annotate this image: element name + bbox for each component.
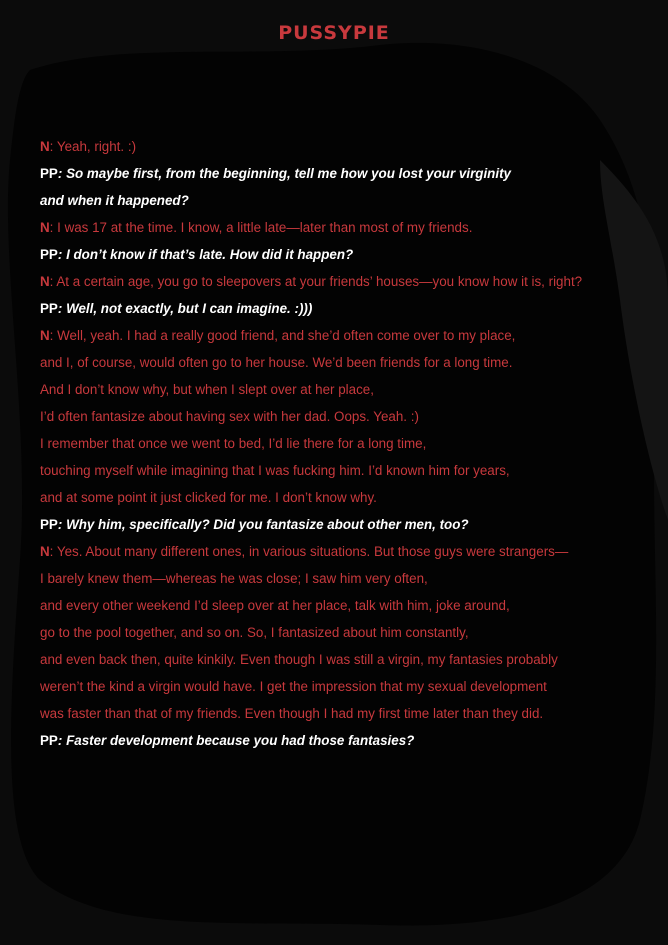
line-text: Well, not exactly, but I can imagine. :))) <box>66 301 313 316</box>
transcript-line: PP: Well, not exactly, but I can imagine. :))) <box>40 301 313 316</box>
transcript-line <box>40 430 650 457</box>
transcript-line: N: At a certain age, you go to sleepovers at your friends’ houses—you know how it is, right? <box>40 274 583 289</box>
line-text: was faster than that of my friends. Even though I had my first time later than they did. <box>40 706 544 721</box>
transcript-line: N: I was 17 at the time. I know, a little late—later than most of my friends. <box>40 220 473 235</box>
transcript-line <box>40 700 650 727</box>
transcript-line <box>40 457 650 484</box>
transcript-line: N: Yes. About many different ones, in various situations. But those guys were strangers— <box>40 544 569 559</box>
line-text: Faster development because you had those fantasies? <box>66 733 415 748</box>
line-text: and every other weekend I’d sleep over at her place, talk with him, joke around, <box>40 598 510 613</box>
line-text: and even back then, quite kinkily. Even though I was still a virgin, my fantasies probably <box>40 652 558 667</box>
speaker-label: N <box>40 139 50 154</box>
transcript-line <box>40 349 650 376</box>
transcript-line: N: Yeah, right. :) <box>40 139 137 154</box>
line-text: I’d often fantasize about having sex with her dad. Oops. Yeah. :) <box>40 409 419 424</box>
line-text: I don’t know if that’s late. How did it happen? <box>66 247 354 262</box>
brand-logo: PUSSYPIE <box>278 22 390 44</box>
line-text: At a certain age, you go to sleepovers at your friends’ houses—you know how it is, right? <box>56 274 583 289</box>
line-text: go to the pool together, and so on. So, I fantasized about him constantly, <box>40 625 469 640</box>
line-text: I remember that once we went to bed, I’d lie there for a long time, <box>40 436 427 451</box>
transcript-line: PP: I don’t know if that’s late. How did it happen? <box>40 247 354 262</box>
line-text: I barely knew them—whereas he was close; I saw him very often, <box>40 571 428 586</box>
transcript-line <box>40 565 650 592</box>
line-text: Well, yeah. I had a really good friend, and she’d often come over to my place, <box>57 328 516 343</box>
transcript-line <box>40 673 650 700</box>
transcript-line: N: Well, yeah. I had a really good friend, and she’d often come over to my place, <box>40 328 516 343</box>
speaker-label: PP <box>40 166 58 181</box>
transcript-line <box>40 484 650 511</box>
transcript-line <box>40 187 650 214</box>
line-text: Yes. About many different ones, in various situations. But those guys were strangers— <box>56 544 569 559</box>
line-text: Yeah, right. :) <box>56 139 137 154</box>
speaker-label: PP <box>40 733 58 748</box>
transcript-line <box>40 376 650 403</box>
line-text: So maybe first, from the beginning, tell me how you lost your virginity <box>66 166 511 181</box>
speaker-label: N <box>40 274 50 289</box>
speaker-label: N <box>40 328 50 343</box>
transcript-line: PP: Faster development because you had those fantasies? <box>40 733 415 748</box>
transcript-line <box>40 646 650 673</box>
line-text: weren’t the kind a virgin would have. I get the impression that my sexual development <box>40 679 547 694</box>
line-text: and when it happened? <box>40 193 189 208</box>
transcript-line <box>40 619 650 646</box>
transcript-line: PP: So maybe first, from the beginning, tell me how you lost your virginity <box>40 166 511 181</box>
line-text: touching myself while imagining that I was fucking him. I’d known him for years, <box>40 463 510 478</box>
interview-transcript <box>40 133 650 754</box>
line-text: And I don’t know why, but when I slept over at her place, <box>40 382 374 397</box>
speaker-label: N <box>40 544 50 559</box>
line-text: and at some point it just clicked for me. I don’t know why. <box>40 490 377 505</box>
speaker-label: N <box>40 220 50 235</box>
transcript-line <box>40 592 650 619</box>
speaker-label: PP <box>40 301 58 316</box>
line-text: Why him, specifically? Did you fantasize about other men, too? <box>66 517 469 532</box>
speaker-label: PP <box>40 517 58 532</box>
speaker-label: PP <box>40 247 58 262</box>
transcript-line: PP: Why him, specifically? Did you fantasize about other men, too? <box>40 517 469 532</box>
line-text: and I, of course, would often go to her house. We’d been friends for a long time. <box>40 355 513 370</box>
transcript-line <box>40 403 650 430</box>
line-text: I was 17 at the time. I know, a little late—later than most of my friends. <box>57 220 473 235</box>
